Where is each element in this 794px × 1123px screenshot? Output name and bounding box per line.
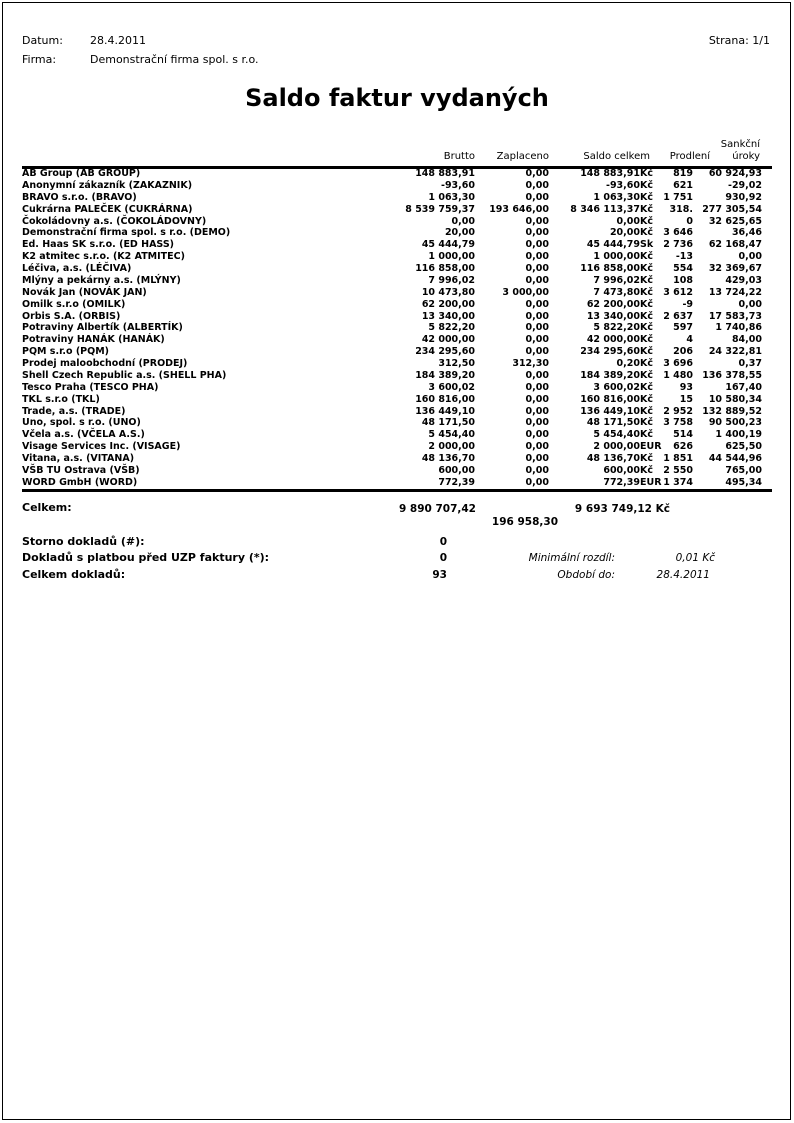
invoice-table-body [22,168,772,489]
min-diff-label: Minimální rozdíl: [528,552,615,564]
cell-name: Tesco Praha (TESCO PHA) [22,381,159,393]
cell-name: Prodej maloobchodní (PRODEJ) [22,358,188,369]
cell-brutto: 136 449,10 [415,405,475,417]
period-label: Období do: [557,569,615,581]
cell-zaplaceno: 0,00 [525,464,549,476]
cell-prodleni: 318. [669,203,693,215]
cell-saldo: 13 340,00 [586,310,640,322]
cell-saldo: 5 454,40 [593,429,640,441]
cell-uroky: 32 625,65 [708,215,762,227]
cell-prodleni: 514 [673,429,693,441]
cell-brutto: 13 340,00 [421,310,475,322]
table-row [22,334,772,346]
cell-prodleni: 93 [679,381,693,393]
column-header-zaplaceno: Zaplaceno [496,151,549,162]
table-row [22,239,772,251]
table-row [22,263,772,275]
cell-brutto: 148 883,91 [415,168,475,179]
cell-saldo: 1 063,30 [593,191,640,203]
cell-currency: Kč [640,369,653,381]
cell-filler [762,453,772,465]
cell-uroky: 0,00 [738,298,762,310]
cell-filler [762,322,772,334]
cell-zaplaceno: 0,00 [525,191,549,203]
cell-saldo: 136 449,10 [580,405,640,417]
cell-zaplaceno: 0,00 [525,369,549,381]
table-row [22,370,772,382]
cell-filler [762,417,772,429]
cell-currency: Kč [640,453,653,464]
cell-name: Trade, a.s. (TRADE) [22,405,126,417]
cell-saldo: 3 600,02 [593,381,640,393]
total-docs-value: 93 [432,569,447,581]
invoice-balance-table [22,168,772,492]
cell-uroky: 44 544,96 [708,453,762,464]
cell-uroky: 10 580,34 [708,393,762,405]
cell-uroky: 36,46 [731,227,762,239]
cell-filler [762,263,772,275]
table-row [22,358,772,370]
cell-name: Omilk s.r.o (OMILK) [22,298,126,310]
total-docs-label: Celkem dokladů: [22,568,126,581]
column-header-brutto: Brutto [443,151,475,162]
cell-prodleni: 819 [673,168,693,179]
cell-brutto: 160 816,00 [415,393,475,405]
cell-uroky: 277 305,54 [702,203,762,215]
cell-currency: Kč [640,298,653,310]
cell-filler [762,192,772,204]
cell-filler [762,311,772,323]
table-row [22,180,772,192]
cell-saldo: 116 858,00 [580,263,640,274]
cell-zaplaceno: 0,00 [525,381,549,393]
cell-prodleni: 3 696 [663,358,693,369]
cell-prodleni: 626 [673,441,693,453]
table-row [22,417,772,429]
cell-saldo: 0,00 [616,215,640,227]
cell-brutto: 116 858,00 [415,263,475,274]
cell-brutto: 772,39 [438,476,475,488]
cell-zaplaceno: 0,00 [525,429,549,441]
cell-filler [762,429,772,441]
cell-uroky: 13 724,22 [708,286,762,298]
storno-label: Storno dokladů (#): [22,535,145,548]
cell-prodleni: 1 751 [663,191,693,203]
cell-brutto: -93,60 [441,179,475,191]
cell-filler [762,180,772,192]
cell-filler [762,299,772,311]
table-row [22,204,772,216]
cell-brutto: 3 600,02 [428,381,475,393]
cell-uroky: 60 924,93 [708,168,762,179]
cell-brutto: 5 822,20 [428,322,475,334]
cell-saldo: 20,00 [609,227,640,239]
cell-brutto: 48 171,50 [421,417,475,429]
table-row [22,299,772,311]
date-value: 28.4.2011 [90,34,146,47]
table-row [22,465,772,477]
cell-uroky: -29,02 [728,179,762,191]
cell-uroky: 625,50 [725,441,762,453]
cell-prodleni: 1 480 [663,369,693,381]
total-zaplaceno-value: 196 958,30 [491,516,558,528]
cell-brutto: 5 454,40 [428,429,475,441]
cell-uroky: 32 369,67 [708,263,762,274]
column-header-prodleni: Prodlení [669,151,710,162]
cell-filler [762,216,772,228]
cell-filler [762,239,772,251]
cell-currency: Kč [640,215,653,227]
period-value: 28.4.2011 [656,569,710,581]
cell-currency: Kč [640,322,653,334]
cell-name: K2 atmitec s.r.o. (K2 ATMITEC) [22,251,185,263]
cell-zaplaceno: 0,00 [525,334,549,346]
cell-currency: Kč [640,203,653,215]
cell-brutto: 7 996,02 [428,274,475,286]
cell-name: AB Group (AB GROUP) [22,168,141,179]
cell-prodleni: 2 637 [663,310,693,322]
table-row [22,168,772,180]
table-row [22,216,772,228]
cell-filler [762,406,772,418]
column-header-uroky: úroky [732,151,760,162]
table-row [22,382,772,394]
cell-name: Demonstrační firma spol. s r.o. (DEMO) [22,227,231,239]
cell-prodleni: 4 [686,334,693,346]
cell-zaplaceno: 0,00 [525,476,549,488]
cell-prodleni: 108 [673,274,693,286]
cell-currency: Kč [640,381,653,393]
total-saldo-value: 9 693 749,12 Kč [574,503,670,515]
table-row [22,453,772,465]
table-row [22,322,772,334]
cell-brutto: 10 473,80 [421,286,475,298]
cell-name: Ed. Haas SK s.r.o. (ED HASS) [22,239,175,251]
cell-zaplaceno: 0,00 [525,322,549,334]
cell-name: Orbis S.A. (ORBIS) [22,310,121,322]
cell-brutto: 184 389,20 [415,369,475,381]
company-value: Demonstrační firma spol. s r.o. [90,53,259,66]
cell-brutto: 48 136,70 [421,453,475,464]
cell-zaplaceno: 0,00 [525,298,549,310]
table-row [22,275,772,287]
cell-filler [762,394,772,406]
cell-uroky: 1 740,86 [715,322,762,334]
page-number: Strana: 1/1 [708,34,770,47]
cell-currency: Kč [640,263,653,274]
cell-currency: Kč [640,405,653,417]
cell-prodleni: 3 646 [663,227,693,239]
cell-filler [762,441,772,453]
cell-currency: Kč [640,346,653,358]
cell-zaplaceno: 0,00 [525,239,549,251]
cell-name: Visage Services Inc. (VISAGE) [22,441,181,453]
cell-name: Shell Czech Republic a.s. (SHELL PHA) [22,369,227,381]
cell-prodleni: 621 [673,179,693,191]
cell-brutto: 0,00 [451,215,475,227]
cell-saldo: 2 000,00 [593,441,640,453]
cell-saldo: 7 996,02 [593,274,640,286]
cell-saldo: 42 000,00 [586,334,640,346]
cell-filler [762,382,772,394]
cell-currency: EUR [640,441,662,453]
cell-saldo: 600,00 [603,464,640,476]
cell-zaplaceno: 3 000,00 [502,286,549,298]
cell-name: Cukrárna PALEČEK (CUKRÁRNA) [22,203,193,215]
cell-brutto: 312,50 [438,358,475,369]
cell-zaplaceno: 0,00 [525,405,549,417]
table-row [22,251,772,263]
cell-prodleni: 3 612 [663,286,693,298]
cell-name: Potraviny HANÁK (HANÁK) [22,334,165,346]
cell-prodleni: 2 736 [663,239,693,251]
cell-saldo: 234 295,60 [580,346,640,358]
table-row [22,346,772,358]
column-header-sankcni: Sankční [720,139,760,150]
cell-currency: Kč [640,358,653,369]
storno-value: 0 [439,536,447,548]
cell-currency: Kč [640,429,653,441]
cell-brutto: 234 295,60 [415,346,475,358]
cell-zaplaceno: 312,30 [512,358,549,369]
cell-saldo: 184 389,20 [580,369,640,381]
cell-prodleni: 1 374 [663,476,693,488]
cell-filler [762,168,772,180]
page-title: Saldo faktur vydaných [245,84,549,112]
cell-saldo: 48 136,70 [586,453,640,464]
table-row [22,311,772,323]
cell-name: Čokoládovny a.s. (ČOKOLÁDOVNY) [22,215,207,227]
table-row [22,192,772,204]
cell-filler [762,465,772,477]
cell-name: Včela a.s. (VČELA A.S.) [22,429,145,441]
cell-filler [762,251,772,263]
cell-zaplaceno: 0,00 [525,417,549,429]
cell-saldo: 160 816,00 [580,393,640,405]
cell-prodleni: 2 550 [663,464,693,476]
date-label: Datum: [22,34,63,47]
cell-zaplaceno: 0,00 [525,227,549,239]
cell-name: BRAVO s.r.o. (BRAVO) [22,191,137,203]
cell-currency: EUR [640,476,662,488]
cell-brutto: 1 000,00 [428,251,475,263]
cell-filler [762,370,772,382]
cell-zaplaceno: 0,00 [525,168,549,179]
cell-zaplaceno: 0,00 [525,274,549,286]
table-row [22,287,772,299]
cell-name: TKL s.r.o (TKL) [22,393,100,405]
cell-brutto: 62 200,00 [421,298,475,310]
cell-prodleni: 2 952 [663,405,693,417]
cell-uroky: 1 400,19 [715,429,762,441]
cell-uroky: 0,37 [738,358,762,369]
cell-brutto: 45 444,79 [421,239,475,251]
cell-zaplaceno: 0,00 [525,251,549,263]
table-row [22,406,772,418]
cell-saldo: 148 883,91 [580,168,640,179]
uzp-label: Dokladů s platbou před UZP faktury (*): [22,551,270,564]
cell-name: Vitana, a.s. (VITANA) [22,453,135,464]
cell-currency: Kč [640,286,653,298]
total-brutto-value: 9 890 707,42 [398,503,476,515]
cell-uroky: 765,00 [725,464,762,476]
cell-currency: Kč [640,274,653,286]
cell-saldo: 1 000,00 [593,251,640,263]
cell-name: PQM s.r.o (PQM) [22,346,110,358]
cell-name: Mlýny a pekárny a.s. (MLÝNY) [22,274,181,286]
cell-currency: Kč [640,334,653,346]
cell-brutto: 42 000,00 [421,334,475,346]
table-row [22,441,772,453]
cell-prodleni: -13 [675,251,693,263]
cell-filler [762,275,772,287]
table-row [22,429,772,441]
cell-currency: Kč [640,227,653,239]
cell-saldo: 5 822,20 [593,322,640,334]
cell-zaplaceno: 0,00 [525,179,549,191]
cell-name: VŠB TU Ostrava (VŠB) [22,464,140,476]
cell-currency: Kč [640,179,653,191]
cell-uroky: 136 378,55 [702,369,762,381]
cell-currency: Kč [640,464,653,476]
cell-name: Léčiva, a.s. (LÉČIVA) [22,263,132,274]
cell-currency: Sk [640,239,654,251]
cell-filler [762,334,772,346]
cell-uroky: 24 322,81 [708,346,762,358]
cell-uroky: 17 583,73 [708,310,762,322]
cell-zaplaceno: 0,00 [525,393,549,405]
uzp-value: 0 [439,552,447,564]
cell-prodleni: 597 [673,322,693,334]
cell-prodleni: 1 851 [663,453,693,464]
cell-saldo: 7 473,80 [593,286,640,298]
cell-zaplaceno: 193 646,00 [489,203,549,215]
cell-currency: Kč [640,168,653,179]
cell-uroky: 495,34 [725,476,762,488]
cell-name: WORD GmbH (WORD) [22,476,138,488]
cell-uroky: 84,00 [731,334,762,346]
cell-brutto: 8 539 759,37 [405,203,475,215]
cell-saldo: 62 200,00 [586,298,640,310]
cell-prodleni: 15 [679,393,693,405]
cell-zaplaceno: 0,00 [525,346,549,358]
cell-uroky: 0,00 [738,251,762,263]
cell-uroky: 167,40 [725,381,762,393]
min-diff-value: 0,01 Kč [675,552,715,564]
cell-saldo: 0,20 [616,358,640,369]
table-row [22,394,772,406]
cell-currency: Kč [640,310,653,322]
cell-zaplaceno: 0,00 [525,310,549,322]
cell-saldo: 772,39 [603,476,640,488]
cell-uroky: 930,92 [725,191,762,203]
cell-uroky: 429,03 [725,274,762,286]
cell-uroky: 62 168,47 [708,239,762,251]
cell-brutto: 20,00 [444,227,475,239]
cell-currency: Kč [640,191,653,203]
cell-zaplaceno: 0,00 [525,453,549,464]
cell-currency: Kč [640,393,653,405]
cell-currency: Kč [640,417,653,429]
cell-saldo: 48 171,50 [586,417,640,429]
company-label: Firma: [22,53,57,66]
cell-filler [762,204,772,216]
cell-filler [762,287,772,299]
cell-uroky: 90 500,23 [708,417,762,429]
cell-prodleni: 0 [686,215,693,227]
table-row [22,227,772,239]
cell-saldo: 8 346 113,37 [570,203,640,215]
table-column-headers [22,139,772,169]
cell-zaplaceno: 0,00 [525,215,549,227]
cell-brutto: 2 000,00 [428,441,475,453]
total-label: Celkem: [22,501,72,514]
cell-zaplaceno: 0,00 [525,263,549,274]
cell-saldo: 45 444,79 [586,239,640,251]
cell-brutto: 600,00 [438,464,475,476]
cell-name: Anonymní zákazník (ZAKAZNIK) [22,179,193,191]
cell-prodleni: -9 [682,298,693,310]
cell-prodleni: 206 [673,346,693,358]
cell-filler [762,477,772,489]
cell-filler [762,346,772,358]
cell-filler [762,227,772,239]
column-header-saldo: Saldo celkem [583,151,650,162]
cell-name: Novák Jan (NOVÁK JAN) [22,286,147,298]
cell-name: Uno, spol. s r.o. (UNO) [22,417,141,429]
cell-zaplaceno: 0,00 [525,441,549,453]
cell-uroky: 132 889,52 [702,405,762,417]
cell-name: Potraviny Albertík (ALBERTÍK) [22,322,183,334]
cell-prodleni: 3 758 [663,417,693,429]
cell-saldo: -93,60 [606,179,640,191]
cell-brutto: 1 063,30 [428,191,475,203]
table-row [22,477,772,489]
cell-prodleni: 554 [673,263,693,274]
cell-currency: Kč [640,251,653,263]
cell-filler [762,358,772,370]
